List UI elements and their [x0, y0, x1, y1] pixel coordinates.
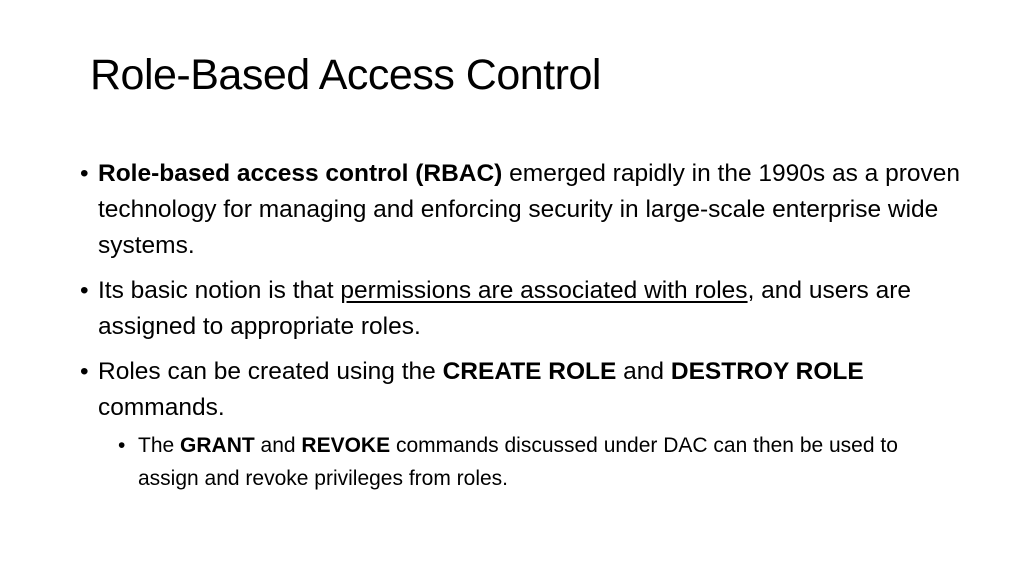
bullet-marker: •: [80, 358, 89, 385]
rbac-term: Role-based access control (RBAC): [98, 160, 503, 187]
bullet-text: emerged rapidly in the 1990s as a proven technology for managing and enforcing security in large-scale enterprise wide systems.: [98, 160, 960, 259]
bullet-rbac-definition: [80, 156, 960, 264]
create-role-keyword: CREATE ROLE: [442, 358, 617, 385]
underlined-phrase: permissions are associated with roles: [340, 277, 748, 304]
grant-keyword: GRANT: [180, 434, 255, 457]
bullet-text: Roles can be created using the: [98, 358, 443, 385]
bullet-text: Its basic notion is that: [98, 277, 341, 304]
revoke-keyword: REVOKE: [301, 434, 391, 457]
bullet-marker: •: [80, 277, 89, 304]
sub-bullet-text: commands discussed under DAC can then be used to assign and revoke privileges from roles.: [138, 434, 898, 490]
sub-bullet-marker: •: [118, 434, 126, 457]
bullet-text: commands.: [98, 394, 225, 421]
bullet-text: and: [616, 358, 671, 385]
slide-title: Role-Based Access Control: [90, 51, 601, 99]
slide-content: [80, 156, 960, 495]
sub-bullet-grant-revoke: [80, 429, 960, 495]
sub-bullet-text: and: [254, 434, 302, 457]
bullet-basic-notion: [80, 273, 960, 345]
bullet-text: , and users are assigned to appropriate roles.: [98, 277, 911, 340]
sub-bullet-text: The: [138, 434, 181, 457]
bullet-create-roles: [80, 354, 960, 426]
bullet-marker: •: [80, 160, 89, 187]
destroy-role-keyword: DESTROY ROLE: [670, 358, 864, 385]
